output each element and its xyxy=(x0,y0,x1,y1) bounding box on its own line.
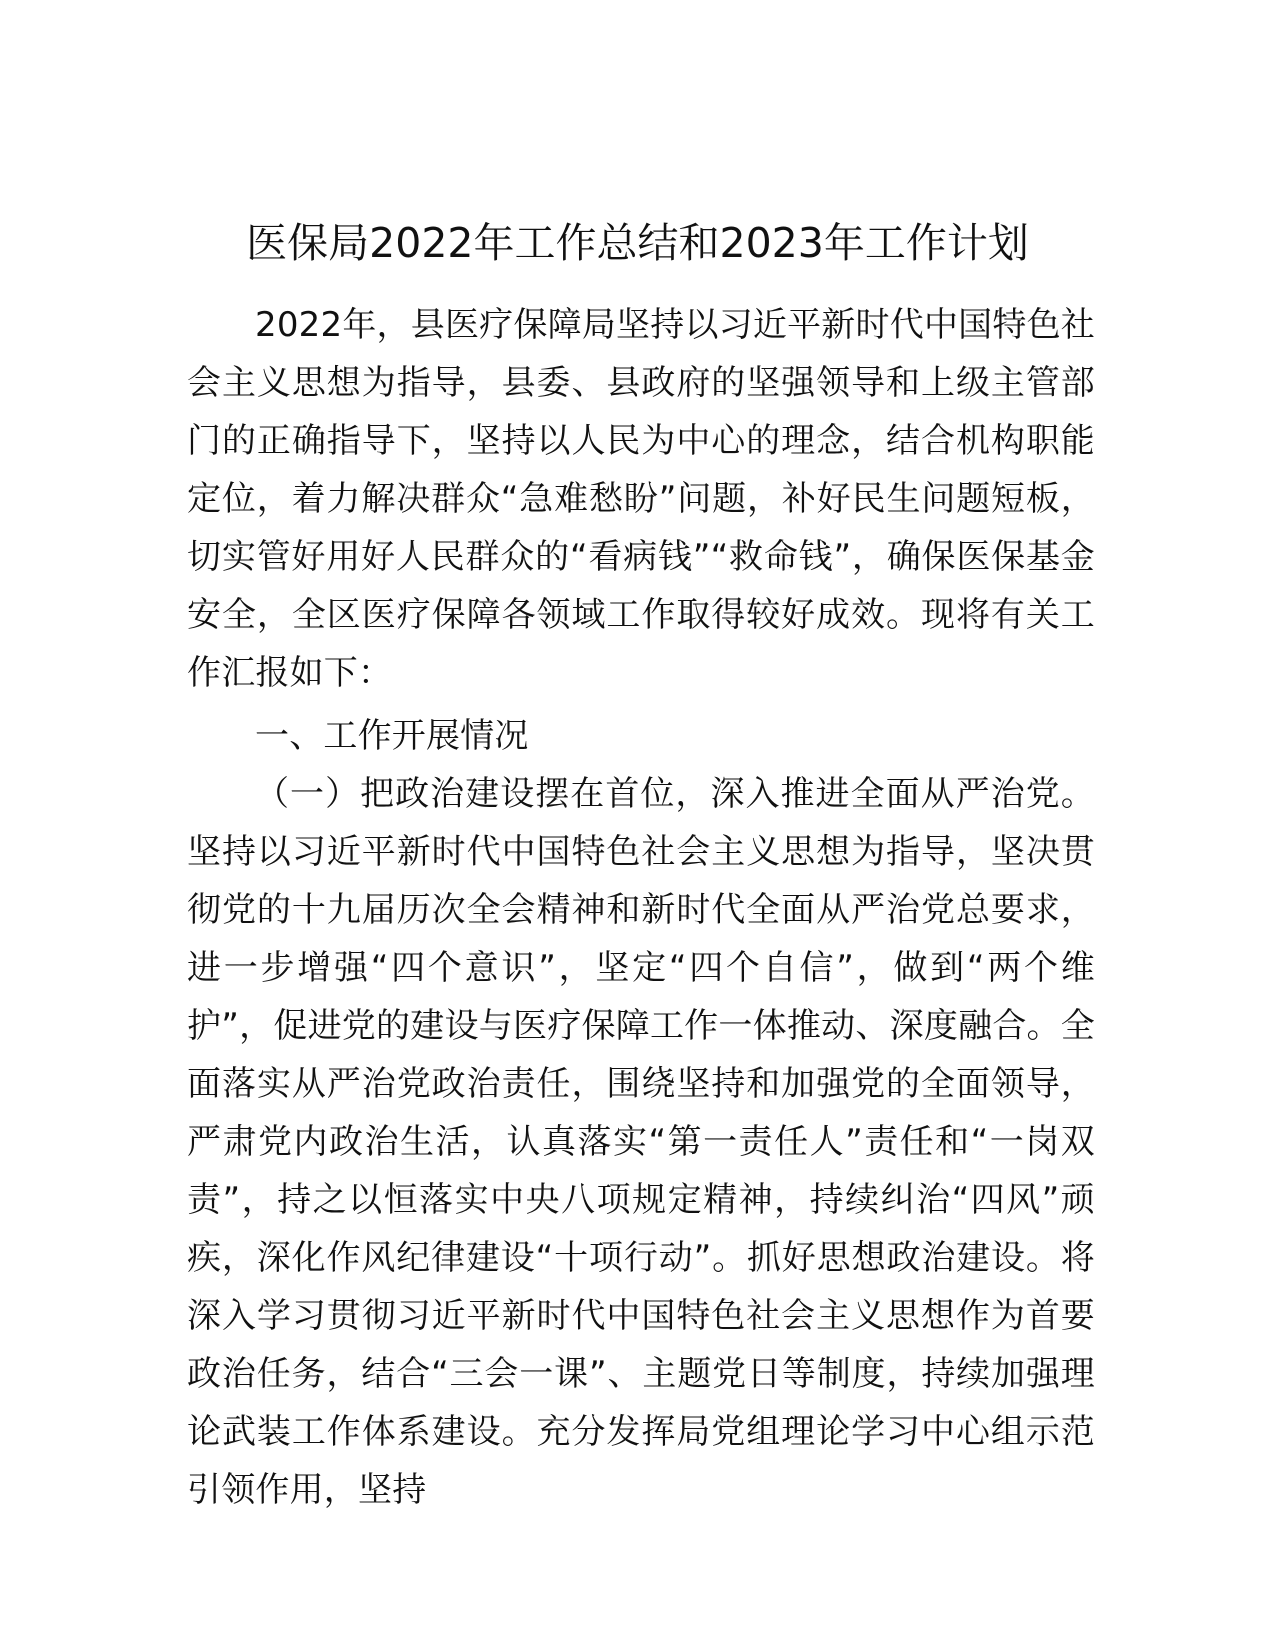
document-title: 医保局2022年工作总结和2023年工作计划 xyxy=(246,219,1029,267)
intro-paragraph: 2022年，县医疗保障局坚持以习近平新时代中国特色社会主义思想为指导，县委、县政府的坚强领导和上级主管部门的正确指导下，坚持以人民为中心的理念，结合机构职能定位，着力解决群众“急难愁盼”问题，补好民生问题短板，切实管好用好人民群众的“看病钱”“救命钱”，确保医保基金安全，全区医疗保障各领域工作取得较好成效。现将有关工作汇报如下： xyxy=(187,305,1095,693)
section-heading: 一、工作开展情况 xyxy=(255,716,529,756)
section-paragraph: （一）把政治建设摆在首位，深入推进全面从严治党。坚持以习近平新时代中国特色社会主义思想为指导，坚决贯彻党的十九届历次全会精神和新时代全面从严治党总要求，进一步增强“四个意识”，坚定“四个自信”，做到“两个维护”，促进党的建设与医疗保障工作一体推动、深度融合。全面落实从严治党政治责任，围绕坚持和加强党的全面领导，严肃党内政治生活，认真落实“第一责任人”责任和“一岗双责”，持之以恒落实中央八项规定精神，持续纠治“四风”顽疾，深化作风纪律建设“十项行动”。抓好思想政治建设。将深入学习贯彻习近平新时代中国特色社会主义思想作为首要政治任务，结合“三会一课”、主题党日等制度，持续加强理论武装工作体系建设。充分发挥局党组理论学习中心组示范引领作用，坚持 xyxy=(187,774,1095,1510)
